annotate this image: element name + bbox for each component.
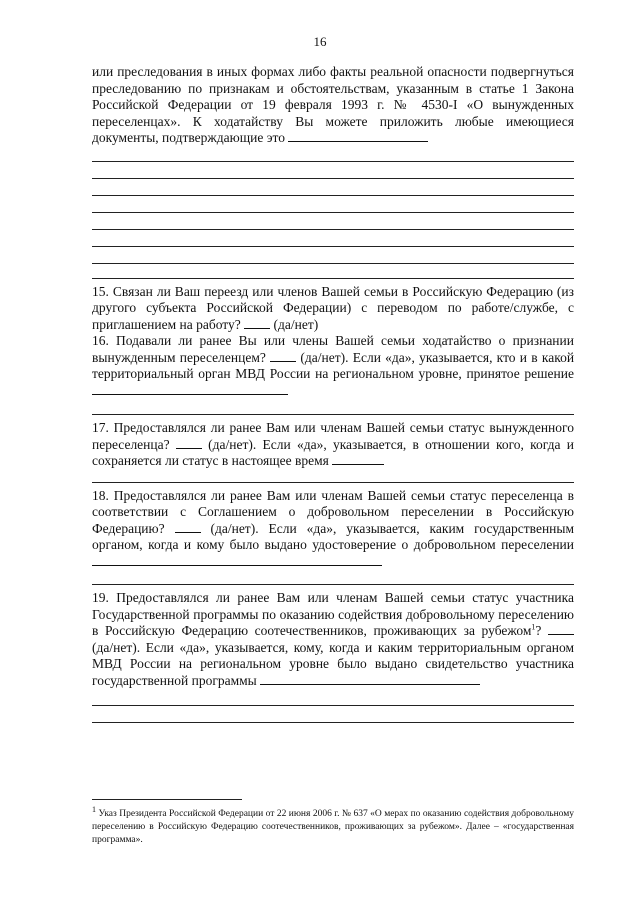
answer-line[interactable] (260, 674, 480, 685)
footnote (92, 804, 574, 847)
answer-line[interactable] (332, 454, 384, 465)
answer-blank[interactable] (270, 351, 296, 362)
answer-blank[interactable] (548, 624, 574, 635)
question-mark: ? (535, 623, 542, 638)
form-content (92, 64, 574, 723)
footnote-reference: 1 (531, 622, 536, 632)
question-17-detail: (да/нет). Если «да», указывается, в отношении кого, когда и сохраняется ли статус в настоящее время (92, 436, 574, 468)
question-18-text: 18. Предоставлялся ли ранее Вам или членам Вашей семьи статус переселенца в соответствии с Соглашением о добровольном переселении в Российскую Федерацию? (92, 487, 574, 536)
answer-blank[interactable] (176, 438, 202, 449)
answer-line[interactable] (288, 131, 428, 142)
question-15-text: 15. Связан ли Ваш переезд или членов Вашей семьи в Российскую Федерацию (из другого субъекта Российской Федерации) с переводом по работе/службе, с приглашением на работу? (92, 283, 574, 332)
question-19-detail: (да/нет). Если «да», указывается, кому, когда и каким территориальным органом МВД России на региональном уровне было выдано свидетельство участника государственной программы (92, 639, 574, 688)
answer-line[interactable] (92, 384, 288, 395)
question-17-text: 17. Предоставлялся ли ранее Вам или членам Вашей семьи статус вынужденного переселенца? (92, 420, 574, 452)
question-18-detail: (да/нет). Если «да», указывается, каким государственным органом, когда и кому было выдано удостоверение о добровольном переселении (92, 520, 575, 552)
question-16-text: 16. Подавали ли ранее Вы или члены Вашей семьи ходатайство о признании вынужденным переселенцем? (92, 333, 574, 365)
page-number: 16 (313, 34, 327, 49)
paragraph-text: или преследования в иных формах либо факты реальной опасности подвергнуться преследованию по признакам и обстоятельствам, указанным в статье 1 Закона Российской Федерации от 19 февраля 1993 г. № 4530-I «О вынужденных переселенцах». К ходатайству Вы можете приложить любые имеющиеся документы, подтверждающие это (92, 64, 574, 145)
question-18 (92, 488, 574, 571)
question-15 (92, 284, 574, 334)
question-17 (92, 420, 574, 470)
paragraph-continuation (92, 64, 574, 147)
yes-no-hint: (да/нет) (273, 316, 319, 332)
footnote-mark: 1 (92, 804, 96, 814)
answer-blank[interactable] (175, 522, 201, 533)
question-19 (92, 590, 574, 689)
answer-line[interactable] (92, 555, 382, 566)
footnote-rule (92, 799, 242, 800)
question-19-text: 19. Предоставлялся ли ранее Вам или членам Вашей семьи статус участника Государственной программы по оказанию содействия добровольному переселению в Российскую Федерацию соотечественников, проживающих за рубежом (92, 590, 574, 638)
answer-blank[interactable] (244, 318, 270, 329)
question-16 (92, 333, 574, 399)
question-16-detail: (да/нет). Если «да», указывается, кто и в какой территориальный орган МВД России на региональном уровне, принятое решение (92, 349, 575, 381)
answer-line[interactable] (92, 722, 574, 723)
footnote-text: Указ Президента Российской Федерации от 22 июня 2006 г. № 637 «О мерах по оказанию содействия добровольному переселению в Российскую Федерацию соотечественников, проживающих за рубежом». Далее – «государственная программа». (92, 809, 574, 845)
